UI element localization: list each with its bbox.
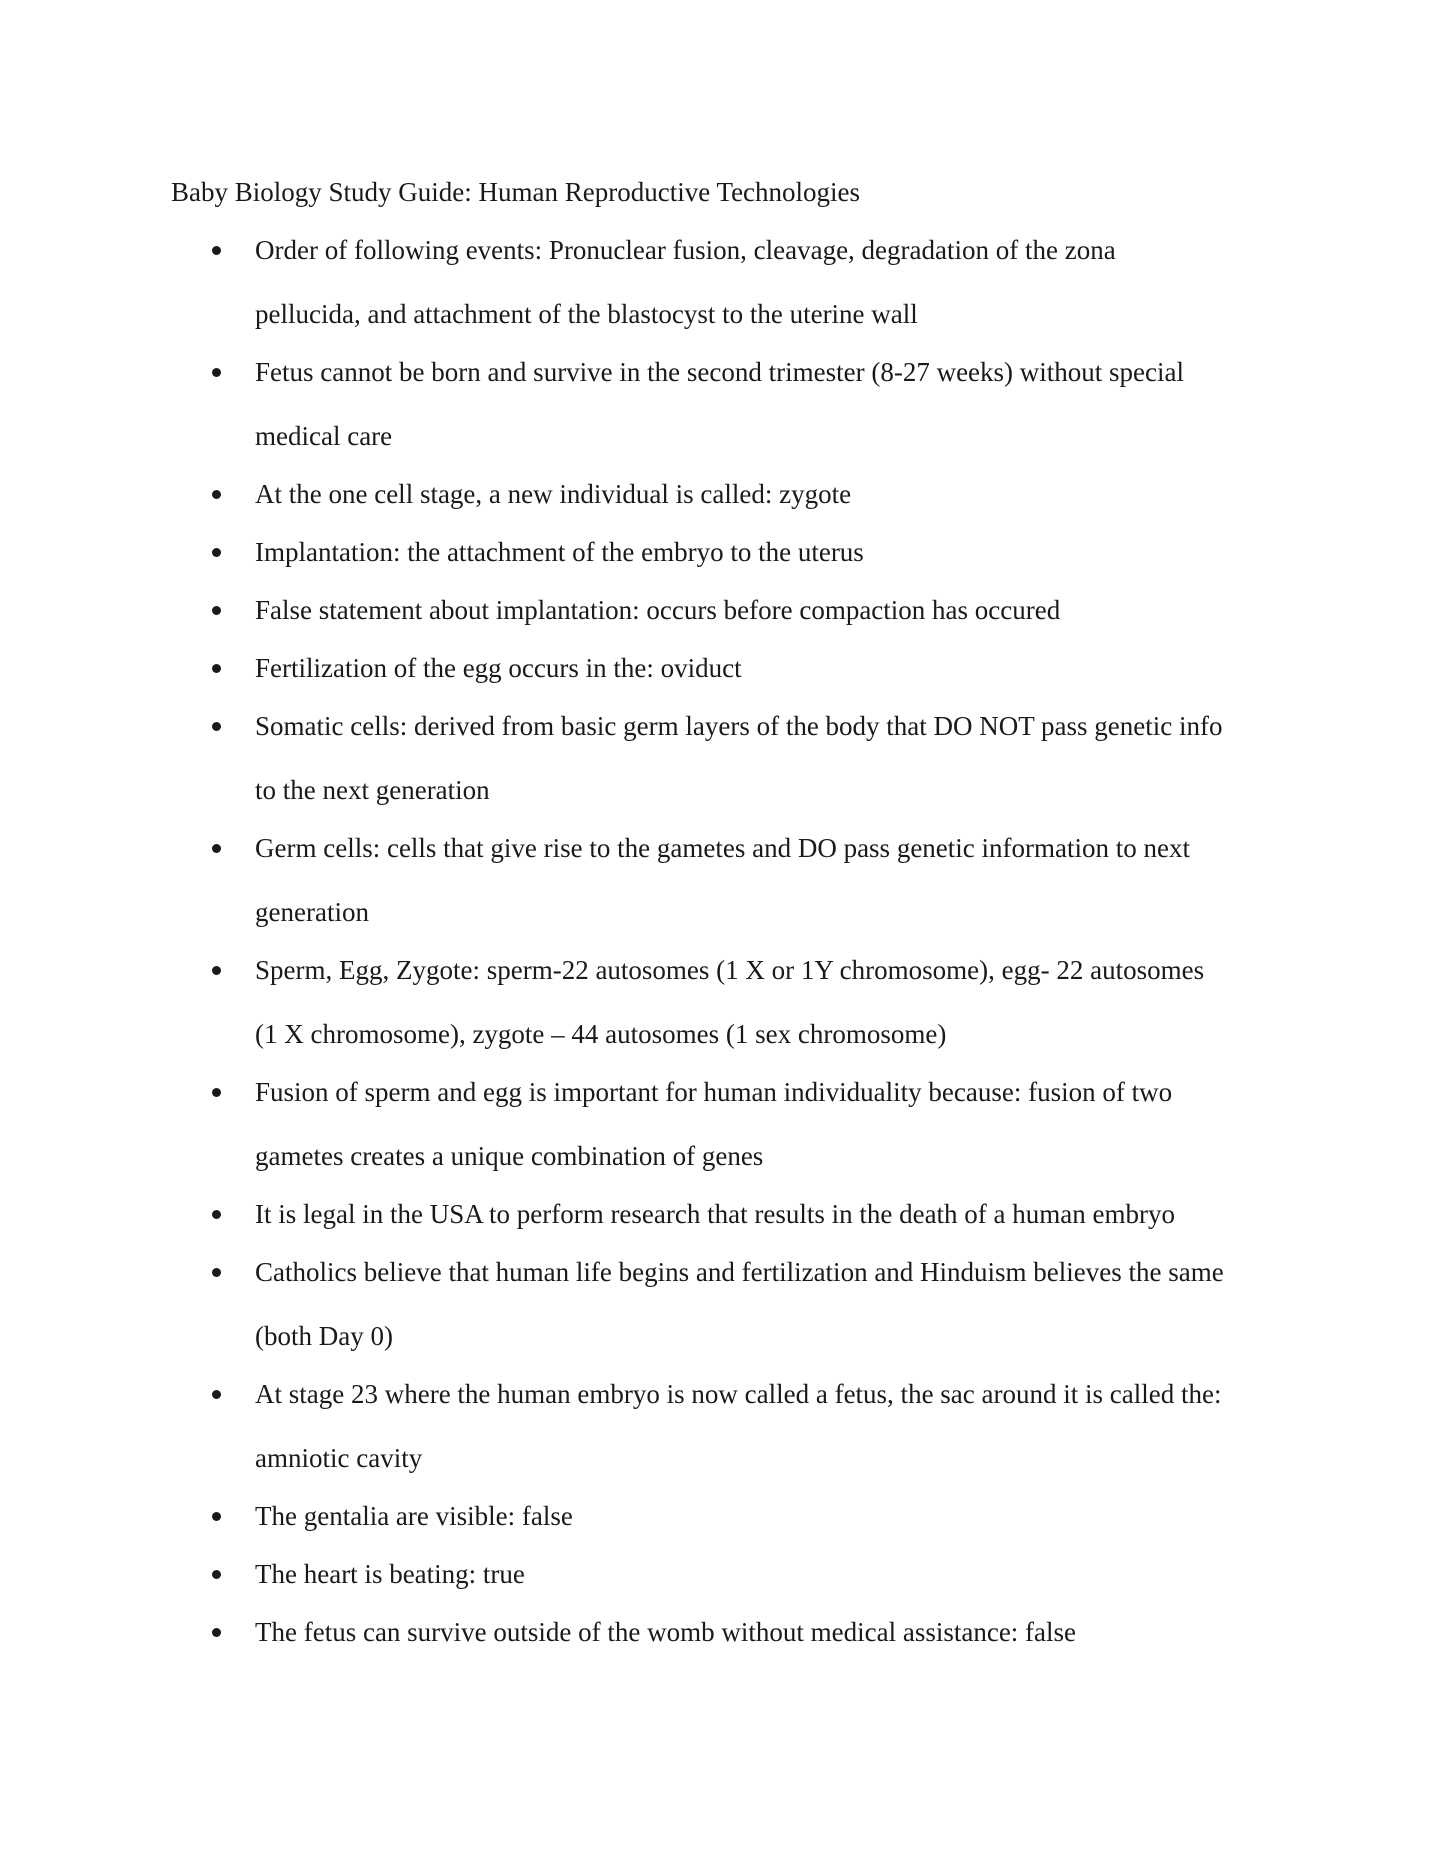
- list-item-text: It is legal in the USA to perform research that results in the death of a human embryo: [255, 1199, 1175, 1229]
- list-item-text: Somatic cells: derived from basic germ layers of the body that DO NOT pass genetic info: [255, 711, 1223, 741]
- bullet-icon: [212, 722, 221, 731]
- list-item-text: At stage 23 where the human embryo is now called a fetus, the sac around it is called the:: [255, 1379, 1222, 1409]
- list-item-text: At the one cell stage, a new individual is called: zygote: [255, 479, 852, 509]
- bullet-icon: [212, 1210, 221, 1219]
- list-item-text: medical care: [255, 421, 393, 451]
- bullet-icon: [212, 844, 221, 853]
- bullet-icon: [212, 1628, 221, 1637]
- list-item-text: Implantation: the attachment of the embryo to the uterus: [255, 537, 864, 567]
- list-item-text: Fusion of sperm and egg is important for human individuality because: fusion of two: [255, 1077, 1173, 1107]
- bullet-icon: [212, 548, 221, 557]
- bullet-icon: [212, 966, 221, 975]
- bullet-icon: [212, 664, 221, 673]
- document-title: Baby Biology Study Guide: Human Reproductive Technologies: [171, 177, 861, 207]
- bullet-icon: [212, 1088, 221, 1097]
- list-item-text: gametes creates a unique combination of genes: [255, 1141, 764, 1171]
- list-item-text: Fertilization of the egg occurs in the: oviduct: [255, 653, 742, 683]
- bullet-icon: [212, 1390, 221, 1399]
- bullet-icon: [212, 490, 221, 499]
- list-item-text: (both Day 0): [255, 1321, 393, 1351]
- list-item-text: Sperm, Egg, Zygote: sperm-22 autosomes (1 X or 1Y chromosome), egg- 22 autosomes: [255, 955, 1205, 985]
- list-item-text: Order of following events: Pronuclear fusion, cleavage, degradation of the zona: [255, 235, 1116, 265]
- list-item-text: Catholics believe that human life begins and fertilization and Hinduism believes the same: [255, 1257, 1224, 1287]
- bullet-icon: [212, 606, 221, 615]
- list-item-text: The gentalia are visible: false: [255, 1501, 573, 1531]
- list-item-text: amniotic cavity: [255, 1443, 423, 1473]
- bullet-icon: [212, 1570, 221, 1579]
- bullet-icon: [212, 1512, 221, 1521]
- list-item-text: Germ cells: cells that give rise to the gametes and DO pass genetic information to next: [255, 833, 1190, 863]
- list-item-text: to the next generation: [255, 775, 490, 805]
- bullet-icon: [212, 246, 221, 255]
- list-item-text: The heart is beating: true: [255, 1559, 525, 1589]
- bullet-icon: [212, 368, 221, 377]
- list-item-text: (1 X chromosome), zygote – 44 autosomes (1 sex chromosome): [255, 1019, 947, 1049]
- list-item-text: False statement about implantation: occurs before compaction has occured: [255, 595, 1061, 625]
- bullet-icon: [212, 1268, 221, 1277]
- list-item-text: pellucida, and attachment of the blastocyst to the uterine wall: [255, 299, 918, 329]
- list-item-text: Fetus cannot be born and survive in the second trimester (8-27 weeks) without special: [255, 357, 1185, 387]
- list-item-text: The fetus can survive outside of the womb without medical assistance: false: [255, 1617, 1077, 1647]
- list-item-text: generation: [255, 897, 369, 927]
